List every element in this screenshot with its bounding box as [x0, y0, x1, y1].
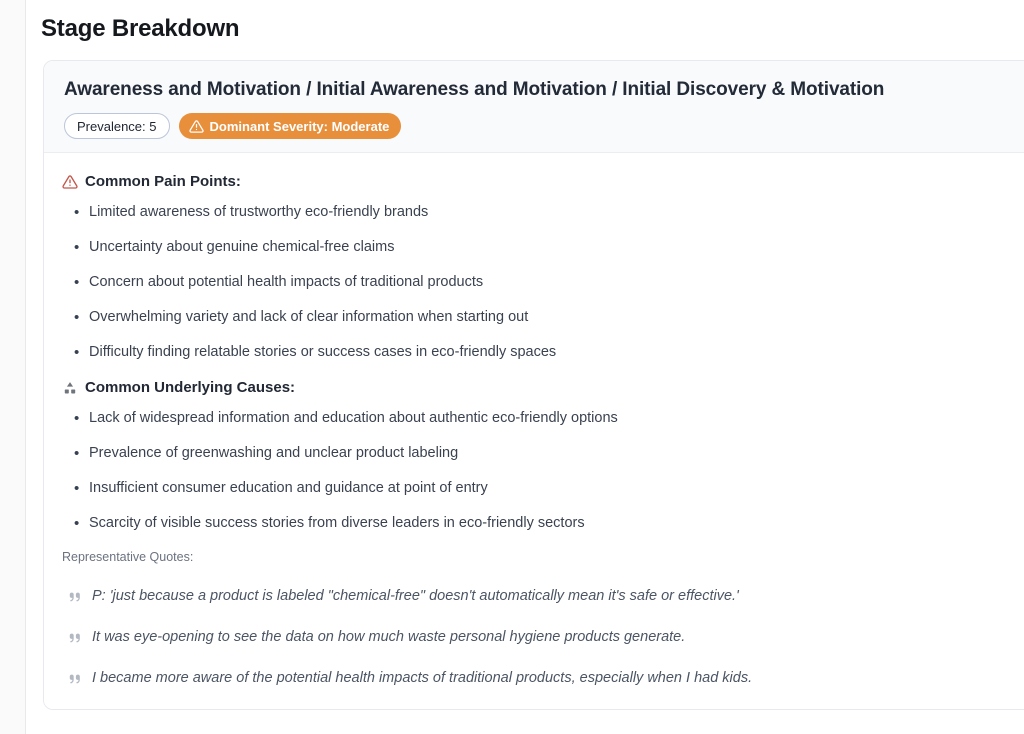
severity-badge [179, 113, 402, 139]
quote-icon [68, 670, 82, 686]
left-rail [0, 0, 26, 734]
quote-text: I became more aware of the potential health impacts of traditional products, especially when I had kids. [92, 670, 753, 686]
list-item: • Difficulty finding relatable stories or success cases in eco-friendly spaces [74, 344, 1024, 361]
stage-title: Awareness and Motivation / Initial Awareness and Motivation / Initial Discovery & Motivation [64, 79, 885, 100]
quote-icon [68, 629, 82, 645]
underlying-causes-list [74, 410, 1024, 532]
quotes-heading: Representative Quotes: [62, 550, 194, 564]
list-item: • Scarcity of visible success stories from diverse leaders in eco-friendly sectors [74, 515, 1024, 532]
pain-points-heading [62, 173, 1024, 190]
quote-item [68, 588, 1024, 605]
quote-item [68, 670, 1024, 687]
badge-row [64, 113, 1024, 139]
stage-card-body [44, 153, 1024, 709]
prevalence-badge-label: Prevalence: 5 [77, 118, 157, 134]
quote-text: P: 'just because a product is labeled "chemical-free" doesn't automatically mean it's safe or effective.' [92, 588, 739, 604]
stage-card-header [44, 61, 1024, 153]
list-item: • Concern about potential health impacts of traditional products [74, 274, 1024, 291]
warning-triangle-icon [189, 119, 204, 134]
underlying-causes-heading-label: Common Underlying Causes: [85, 379, 296, 396]
warning-triangle-icon [62, 174, 78, 190]
list-item: • Uncertainty about genuine chemical-free claims [74, 239, 1024, 256]
list-item: • Insufficient consumer education and guidance at point of entry [74, 480, 1024, 497]
list-item: • Prevalence of greenwashing and unclear product labeling [74, 445, 1024, 462]
underlying-causes-heading [62, 379, 1024, 396]
main-content [27, 0, 1024, 734]
quote-icon [68, 588, 82, 604]
stage-card [43, 60, 1024, 710]
list-item: • Limited awareness of trustworthy eco-friendly brands [74, 204, 1024, 221]
pain-points-heading-label: Common Pain Points: [85, 173, 241, 190]
quote-text: It was eye-opening to see the data on how much waste personal hygiene products generate. [92, 629, 686, 645]
list-item: • Overwhelming variety and lack of clear information when starting out [74, 309, 1024, 326]
prevalence-badge [64, 113, 170, 139]
pain-points-list [74, 204, 1024, 361]
severity-badge-label: Dominant Severity: Moderate [209, 118, 390, 134]
list-item: • Lack of widespread information and education about authentic eco-friendly options [74, 410, 1024, 427]
hierarchy-shapes-icon [62, 380, 78, 396]
quote-item [68, 629, 1024, 646]
page-title: Stage Breakdown [41, 15, 240, 42]
